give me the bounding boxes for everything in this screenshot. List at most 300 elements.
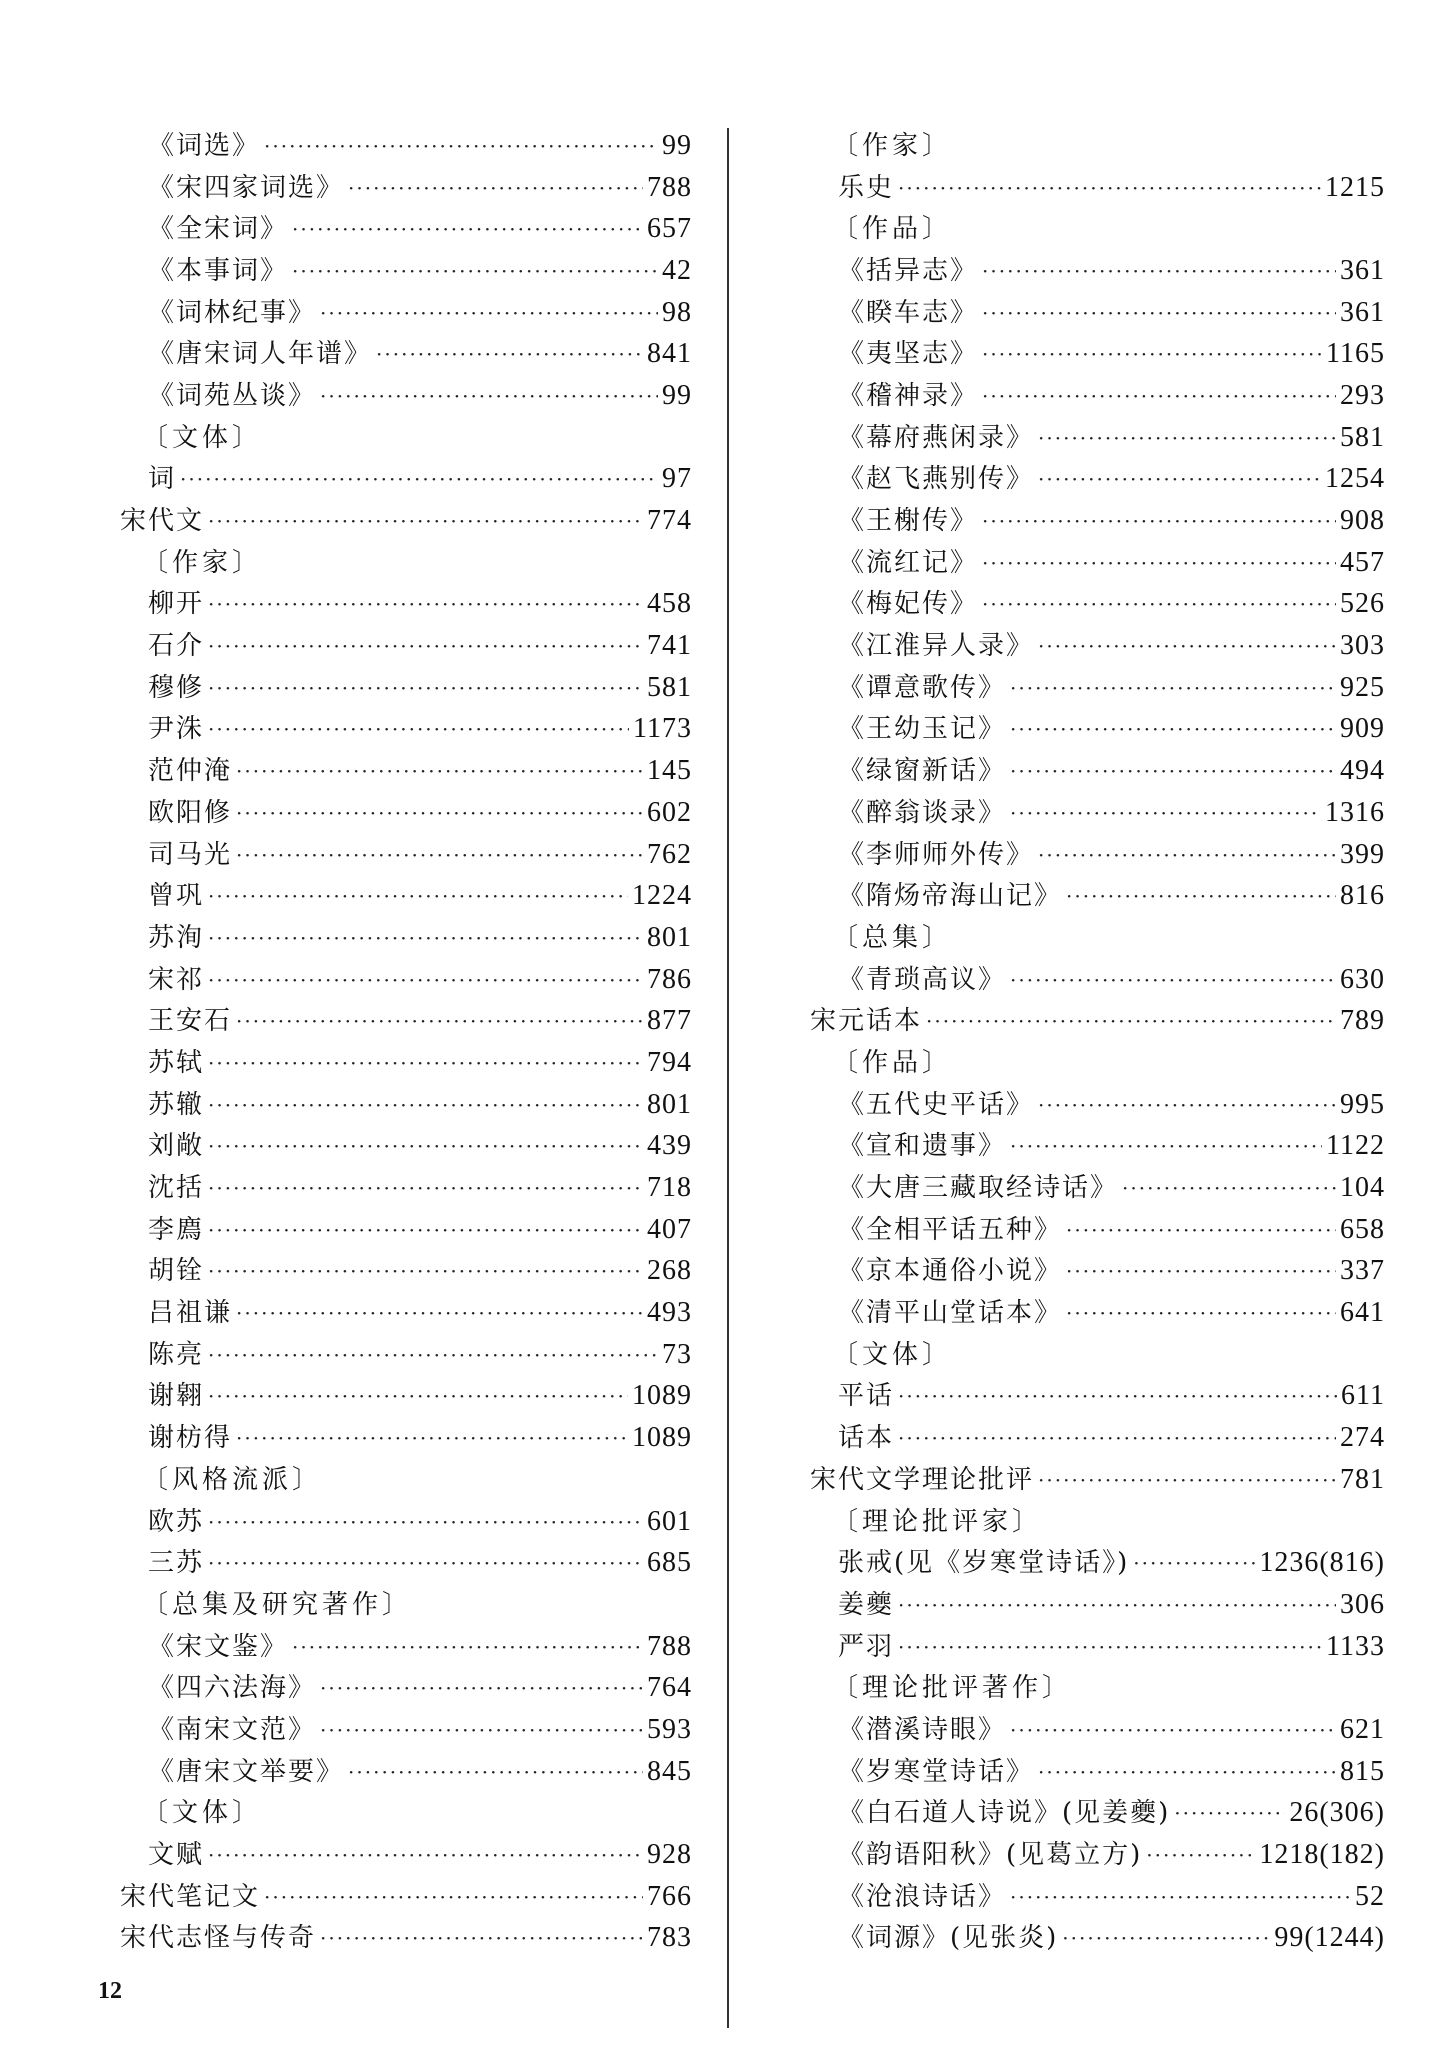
entry-text: 李廌: [148, 1214, 205, 1245]
dot-leader: [236, 1011, 643, 1031]
index-heading: [810, 208, 1385, 250]
dot-leader: [1133, 1553, 1255, 1573]
index-entry: [810, 1751, 1385, 1793]
dot-leader: [1122, 1178, 1336, 1198]
entry-text: 《白石道人诗说》(见姜夔): [838, 1798, 1171, 1829]
dot-leader: [236, 1303, 643, 1323]
index-entry: [120, 125, 692, 167]
entry-text: 欧苏: [148, 1506, 205, 1537]
entry-page-number: 458: [647, 588, 692, 620]
dot-leader: [898, 1595, 1336, 1615]
entry-page-number: 908: [1340, 505, 1385, 537]
index-entry: [810, 875, 1385, 917]
entry-page-number: 764: [647, 1672, 692, 1704]
entry-text: 《五代史平话》: [838, 1089, 1035, 1120]
dot-leader: [898, 178, 1321, 198]
entry-text: 石介: [148, 631, 205, 662]
index-entry: [120, 1000, 692, 1042]
index-entry: [120, 1126, 692, 1168]
entry-text: 《词选》: [148, 130, 261, 161]
dot-leader: [236, 803, 643, 823]
dot-leader: [208, 1553, 643, 1573]
entry-page-number: 1316: [1325, 796, 1385, 828]
entry-text: 《词源》(见张炎): [838, 1923, 1059, 1954]
entry-text: 《醉翁谈录》: [838, 797, 1007, 828]
index-entry: [120, 1292, 692, 1334]
index-entry: [120, 500, 692, 542]
entry-text: 话本: [838, 1423, 895, 1454]
index-entry: [810, 959, 1385, 1001]
entry-text: 《京本通俗小说》: [838, 1256, 1063, 1287]
entry-page-number: 611: [1341, 1380, 1385, 1412]
index-heading: [120, 417, 692, 459]
entry-page-number: 1215: [1325, 171, 1385, 203]
index-entry: [120, 1251, 692, 1293]
dot-leader: [180, 469, 658, 489]
entry-page-number: 789: [1340, 1005, 1385, 1037]
index-heading: [810, 1667, 1385, 1709]
entry-text: 《宋四家词选》: [148, 172, 345, 203]
dot-leader: [208, 1095, 643, 1115]
entry-text: 〔总集及研究著作〕: [142, 1589, 413, 1620]
entry-text: 《词林纪事》: [148, 297, 317, 328]
index-entry: [810, 333, 1385, 375]
entry-page-number: 657: [647, 213, 692, 245]
dot-leader: [1038, 469, 1321, 489]
entry-page-number: 794: [647, 1046, 692, 1078]
entry-text: 宋代志怪与传奇: [120, 1923, 317, 1954]
entry-text: 《词苑丛谈》: [148, 380, 317, 411]
dot-leader: [982, 261, 1336, 281]
dot-leader: [236, 845, 643, 865]
entry-page-number: 658: [1340, 1213, 1385, 1245]
entry-page-number: 621: [1340, 1713, 1385, 1745]
entry-page-number: 1224: [632, 880, 692, 912]
entry-text: 〔理论批评著作〕: [832, 1673, 1073, 1704]
dot-leader: [208, 970, 643, 990]
entry-page-number: 593: [647, 1713, 692, 1745]
dot-leader: [982, 303, 1336, 323]
entry-text: 《括异志》: [838, 255, 979, 286]
entry-text: 《青琐高议》: [838, 964, 1007, 995]
index-entry: [120, 1042, 692, 1084]
dot-leader: [1066, 886, 1336, 906]
entry-text: 苏辙: [148, 1089, 205, 1120]
entry-text: 姜夔: [838, 1589, 895, 1620]
index-entry: [120, 834, 692, 876]
entry-page-number: 407: [647, 1213, 692, 1245]
dot-leader: [264, 1887, 643, 1907]
index-entry: [120, 1501, 692, 1543]
dot-leader: [1066, 1220, 1336, 1240]
entry-page-number: 1173: [633, 713, 692, 745]
dot-leader: [898, 1386, 1337, 1406]
entry-text: 谢翱: [148, 1381, 205, 1412]
index-entry: [120, 1542, 692, 1584]
dot-leader: [208, 1178, 643, 1198]
dot-leader: [982, 594, 1336, 614]
page-number: 12: [98, 1978, 122, 2004]
entry-page-number: 762: [647, 838, 692, 870]
entry-page-number: 602: [647, 796, 692, 828]
entry-page-number: 788: [647, 1630, 692, 1662]
entry-page-number: 718: [647, 1172, 692, 1204]
entry-page-number: 1165: [1326, 338, 1385, 370]
entry-page-number: 457: [1340, 546, 1385, 578]
index-entry: [810, 1209, 1385, 1251]
index-heading: [120, 1584, 692, 1626]
dot-leader: [1038, 1095, 1336, 1115]
index-entry: [810, 792, 1385, 834]
entry-page-number: 841: [647, 338, 692, 370]
entry-text: 《本事词》: [148, 255, 289, 286]
dot-leader: [1066, 1303, 1336, 1323]
dot-leader: [982, 386, 1336, 406]
dot-leader: [236, 1428, 628, 1448]
dot-leader: [320, 1678, 643, 1698]
entry-text: 宋元话本: [810, 1006, 923, 1037]
entry-page-number: 928: [647, 1839, 692, 1871]
column-divider: [727, 128, 729, 2028]
entry-page-number: 641: [1340, 1297, 1385, 1329]
entry-text: 〔文体〕: [832, 1339, 953, 1370]
index-entry: [810, 1626, 1385, 1668]
index-entry: [810, 542, 1385, 584]
entry-page-number: 99(1244): [1274, 1922, 1385, 1954]
dot-leader: [898, 1428, 1336, 1448]
index-entry: [810, 1126, 1385, 1168]
index-entry: [120, 959, 692, 1001]
dot-leader: [208, 886, 628, 906]
index-entry: [120, 875, 692, 917]
dot-leader: [1038, 1762, 1336, 1782]
dot-leader: [320, 1720, 643, 1740]
index-entry: [120, 250, 692, 292]
dot-leader: [1010, 761, 1336, 781]
entry-text: 司马光: [148, 839, 233, 870]
index-entry: [810, 625, 1385, 667]
entry-text: 《宣和遗事》: [838, 1131, 1007, 1162]
dot-leader: [292, 261, 658, 281]
entry-page-number: 877: [647, 1005, 692, 1037]
index-entry: [810, 1000, 1385, 1042]
index-entry: [120, 625, 692, 667]
index-entry: [120, 1167, 692, 1209]
entry-text: 《唐宋文举要》: [148, 1756, 345, 1787]
entry-text: 词: [148, 464, 177, 495]
entry-page-number: 399: [1340, 838, 1385, 870]
index-heading: [120, 1793, 692, 1835]
entry-page-number: 786: [647, 963, 692, 995]
entry-text: 《绿窗新话》: [838, 756, 1007, 787]
index-column-left: [120, 125, 692, 1959]
entry-text: 苏轼: [148, 1047, 205, 1078]
entry-text: 《王榭传》: [838, 506, 979, 537]
dot-leader: [1010, 803, 1321, 823]
dot-leader: [208, 928, 643, 948]
entry-page-number: 98: [662, 296, 692, 328]
entry-text: 〔文体〕: [142, 1798, 263, 1829]
index-entry: [810, 250, 1385, 292]
index-entry: [810, 750, 1385, 792]
index-entry: [810, 1918, 1385, 1960]
entry-page-number: 741: [647, 630, 692, 662]
index-entry: [120, 584, 692, 626]
index-entry: [810, 834, 1385, 876]
entry-text: 尹洙: [148, 714, 205, 745]
index-entry: [120, 333, 692, 375]
index-entry: [810, 500, 1385, 542]
index-heading: [120, 1459, 692, 1501]
entry-page-number: 97: [662, 463, 692, 495]
entry-page-number: 1089: [632, 1380, 692, 1412]
entry-page-number: 274: [1340, 1422, 1385, 1454]
index-entry: [120, 709, 692, 751]
entry-page-number: 781: [1340, 1463, 1385, 1495]
entry-page-number: 99: [662, 379, 692, 411]
dot-leader: [208, 1220, 643, 1240]
index-entry: [810, 1834, 1385, 1876]
entry-text: 《李师师外传》: [838, 839, 1035, 870]
entry-text: 《王幼玉记》: [838, 714, 1007, 745]
index-entry: [120, 375, 692, 417]
entry-page-number: 995: [1340, 1088, 1385, 1120]
entry-page-number: 104: [1340, 1172, 1385, 1204]
entry-text: 〔作品〕: [832, 1047, 953, 1078]
index-heading: [810, 1042, 1385, 1084]
index-entry: [810, 667, 1385, 709]
entry-text: 《全相平话五种》: [838, 1214, 1063, 1245]
entry-page-number: 99: [662, 129, 692, 161]
entry-text: 《清平山堂话本》: [838, 1298, 1063, 1329]
entry-page-number: 815: [1340, 1755, 1385, 1787]
entry-page-number: 816: [1340, 880, 1385, 912]
entry-text: 宋代文: [120, 506, 205, 537]
dot-leader: [208, 1845, 643, 1865]
dot-leader: [1010, 1136, 1322, 1156]
entry-page-number: 73: [662, 1338, 692, 1370]
entry-text: 《宋文鉴》: [148, 1631, 289, 1662]
entry-page-number: 581: [1340, 421, 1385, 453]
index-entry: [810, 292, 1385, 334]
entry-page-number: 1254: [1325, 463, 1385, 495]
dot-leader: [320, 303, 658, 323]
dot-leader: [1146, 1845, 1255, 1865]
index-entry: [120, 1626, 692, 1668]
index-heading: [810, 1501, 1385, 1543]
dot-leader: [208, 1345, 658, 1365]
entry-page-number: 494: [1340, 755, 1385, 787]
index-entry: [120, 1751, 692, 1793]
dot-leader: [898, 1637, 1322, 1657]
entry-page-number: 361: [1340, 254, 1385, 286]
entry-page-number: 630: [1340, 963, 1385, 995]
entry-text: 谢枋得: [148, 1423, 233, 1454]
entry-text: 《夷坚志》: [838, 339, 979, 370]
entry-text: 柳开: [148, 589, 205, 620]
entry-page-number: 766: [647, 1880, 692, 1912]
entry-text: 宋祁: [148, 964, 205, 995]
entry-page-number: 42: [662, 254, 692, 286]
entry-text: 《赵飞燕别传》: [838, 464, 1035, 495]
entry-page-number: 845: [647, 1755, 692, 1787]
entry-page-number: 268: [647, 1255, 692, 1287]
index-entry: [810, 1793, 1385, 1835]
entry-page-number: 306: [1340, 1588, 1385, 1620]
dot-leader: [1010, 1887, 1351, 1907]
entry-text: 〔作家〕: [142, 547, 263, 578]
dot-leader: [292, 1637, 643, 1657]
entry-text: 《南宋文范》: [148, 1714, 317, 1745]
entry-page-number: 1133: [1326, 1630, 1385, 1662]
entry-text: 《全宋词》: [148, 214, 289, 245]
index-entry: [120, 1376, 692, 1418]
entry-text: 王安石: [148, 1006, 233, 1037]
index-entry: [810, 1167, 1385, 1209]
entry-text: 《大唐三藏取经诗话》: [838, 1173, 1119, 1204]
index-entry: [120, 208, 692, 250]
index-entry: [120, 167, 692, 209]
entry-text: 《隋炀帝海山记》: [838, 881, 1063, 912]
entry-text: 〔理论批评家〕: [832, 1506, 1043, 1537]
dot-leader: [1010, 1720, 1336, 1740]
index-entry: [810, 584, 1385, 626]
dot-leader: [208, 636, 643, 656]
entry-page-number: 909: [1340, 713, 1385, 745]
dot-leader: [1038, 1470, 1336, 1490]
index-entry: [810, 1417, 1385, 1459]
dot-leader: [236, 761, 643, 781]
index-entry: [810, 709, 1385, 751]
index-column-right: [810, 125, 1385, 1959]
index-entry: [810, 1084, 1385, 1126]
entry-text: 《稽神录》: [838, 380, 979, 411]
entry-page-number: 801: [647, 1088, 692, 1120]
entry-text: 《流红记》: [838, 547, 979, 578]
entry-page-number: 145: [647, 755, 692, 787]
entry-page-number: 26(306): [1289, 1797, 1385, 1829]
entry-page-number: 783: [647, 1922, 692, 1954]
index-entry: [810, 167, 1385, 209]
entry-page-number: 1089: [632, 1422, 692, 1454]
entry-text: 《唐宋词人年谱》: [148, 339, 373, 370]
entry-text: 欧阳修: [148, 797, 233, 828]
dot-leader: [320, 386, 658, 406]
entry-text: 三苏: [148, 1548, 205, 1579]
dot-leader: [208, 1136, 643, 1156]
entry-page-number: 581: [647, 671, 692, 703]
entry-text: 〔作家〕: [832, 130, 953, 161]
entry-page-number: 1122: [1326, 1130, 1385, 1162]
index-entry: [120, 292, 692, 334]
index-entry: [120, 1876, 692, 1918]
entry-text: 〔总集〕: [832, 922, 953, 953]
index-heading: [810, 917, 1385, 959]
entry-page-number: 801: [647, 921, 692, 953]
entry-text: 范仲淹: [148, 756, 233, 787]
entry-text: 穆修: [148, 672, 205, 703]
dot-leader: [208, 678, 643, 698]
entry-text: 胡铨: [148, 1256, 205, 1287]
dot-leader: [208, 1512, 643, 1532]
entry-text: 《江淮异人录》: [838, 631, 1035, 662]
dot-leader: [320, 1928, 643, 1948]
entry-text: 《岁寒堂诗话》: [838, 1756, 1035, 1787]
index-entry: [120, 1084, 692, 1126]
entry-text: 《幕府燕闲录》: [838, 422, 1035, 453]
entry-page-number: 601: [647, 1505, 692, 1537]
dot-leader: [208, 594, 643, 614]
entry-page-number: 774: [647, 505, 692, 537]
entry-page-number: 1236(816): [1259, 1547, 1385, 1579]
index-entry: [120, 667, 692, 709]
index-entry: [120, 1334, 692, 1376]
index-entry: [120, 1417, 692, 1459]
index-entry: [120, 1709, 692, 1751]
index-entry: [120, 1834, 692, 1876]
index-heading: [810, 125, 1385, 167]
index-heading: [120, 542, 692, 584]
entry-text: 曾巩: [148, 881, 205, 912]
entry-text: 《四六法海》: [148, 1673, 317, 1704]
entry-text: 宋代文学理论批评: [810, 1464, 1035, 1495]
index-entry: [120, 459, 692, 501]
index-entry: [810, 1584, 1385, 1626]
entry-page-number: 293: [1340, 379, 1385, 411]
index-entry: [120, 792, 692, 834]
index-entry: [120, 1918, 692, 1960]
entry-page-number: 52: [1355, 1880, 1385, 1912]
entry-page-number: 493: [647, 1297, 692, 1329]
index-entry: [120, 1209, 692, 1251]
index-entry: [810, 1251, 1385, 1293]
index-entry: [810, 417, 1385, 459]
dot-leader: [1038, 428, 1336, 448]
entry-text: 《沧浪诗话》: [838, 1881, 1007, 1912]
entry-page-number: 526: [1340, 588, 1385, 620]
dot-leader: [1038, 845, 1336, 865]
entry-page-number: 685: [647, 1547, 692, 1579]
entry-page-number: 361: [1340, 296, 1385, 328]
entry-text: 沈括: [148, 1173, 205, 1204]
dot-leader: [1010, 970, 1336, 990]
dot-leader: [1066, 1261, 1336, 1281]
entry-text: 刘敞: [148, 1131, 205, 1162]
dot-leader: [264, 136, 658, 156]
dot-leader: [376, 344, 643, 364]
entry-text: 乐史: [838, 172, 895, 203]
entry-text: 《梅妃传》: [838, 589, 979, 620]
index-heading: [810, 1334, 1385, 1376]
dot-leader: [292, 219, 643, 239]
index-entry: [120, 750, 692, 792]
entry-text: 陈亮: [148, 1339, 205, 1370]
entry-page-number: 925: [1340, 671, 1385, 703]
index-entry: [810, 1542, 1385, 1584]
index-entry: [120, 1667, 692, 1709]
index-entry: [810, 1876, 1385, 1918]
dot-leader: [926, 1011, 1336, 1031]
index-entry: [120, 917, 692, 959]
dot-leader: [982, 553, 1336, 573]
entry-page-number: 439: [647, 1130, 692, 1162]
index-entry: [810, 375, 1385, 417]
entry-text: 吕祖谦: [148, 1298, 233, 1329]
entry-text: 《睽车志》: [838, 297, 979, 328]
entry-text: 宋代笔记文: [120, 1881, 261, 1912]
entry-page-number: 337: [1340, 1255, 1385, 1287]
index-entry: [810, 1459, 1385, 1501]
